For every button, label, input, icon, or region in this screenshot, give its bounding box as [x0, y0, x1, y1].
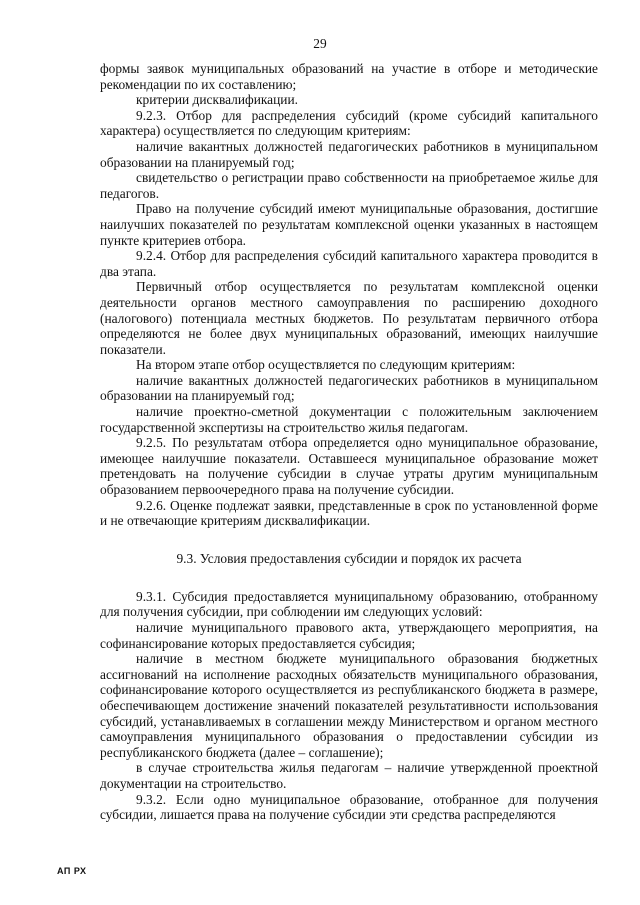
paragraph: Право на получение субсидий имеют муниципальные образования, достигшие наилучших показателей по результатам комплексной оценки указанных в настоящем пункте критериев отбора.: [100, 201, 598, 248]
paragraph: 9.2.4. Отбор для распределения субсидий капитального характера проводится в два этапа.: [100, 248, 598, 279]
paragraph: Первичный отбор осуществляется по результатам комплексной оценки деятельности органов местного самоуправления по расширению доходного (налогового) потенциала местных бюджетов. По результатам первичного отбора определяются не более двух муниципальных образований, имеющих наилучшие показатели.: [100, 279, 598, 357]
paragraph: наличие муниципального правового акта, утверждающего мероприятия, на софинансирование которых предоставляется субсидия;: [100, 620, 598, 651]
paragraph: 9.2.5. По результатам отбора определяется одно муниципальное образование, имеющее наилучшие показатели. Оставшееся муниципальное образование может претендовать на получение субсидии в случае утраты другим муниципальным образованием первоочередного права на получение субсидии.: [100, 435, 598, 498]
paragraph: наличие вакантных должностей педагогических работников в муниципальном образовании на планируемый год;: [100, 372, 598, 404]
paragraph: в случае строительства жилья педагогам – наличие утвержденной проектной документации на строительство.: [100, 760, 598, 791]
paragraph: свидетельство о регистрации право собственности на приобретаемое жилье для педагогов.: [100, 170, 598, 201]
paragraph: наличие проектно-сметной документации с положительным заключением государственной экспертизы на строительство жилья педагогам.: [100, 404, 598, 435]
paragraph: 9.3.2. Если одно муниципальное образование, отобранное для получения субсидии, лишается права на получение субсидии эти средства распределяются: [100, 791, 598, 823]
paragraph: 9.2.3. Отбор для распределения субсидий (кроме субсидий капитального характера) осуществляется по следующим критериям:: [100, 107, 598, 139]
document-body: [100, 61, 598, 823]
section-heading: 9.3. Условия предоставления субсидии и порядок их расчета: [176, 550, 522, 566]
paragraph: критерии дисквалификации.: [136, 92, 298, 108]
paragraph: наличие вакантных должностей педагогических работников в муниципальном образовании на планируемый год;: [100, 138, 598, 170]
paragraph: 9.3.1. Субсидия предоставляется муниципальному образованию, отобранному для получения субсидии, при соблюдении им следующих условий:: [100, 588, 598, 620]
paragraph: 9.2.6. Оценке подлежат заявки, представленные в срок по установленной форме и не отвечающие критериям дисквалификации.: [100, 497, 598, 529]
footer-code: АП РХ: [57, 866, 87, 876]
paragraph: На втором этапе отбор осуществляется по следующим критериям:: [136, 357, 516, 373]
paragraph: формы заявок муниципальных образований на участие в отборе и методические рекомендации по их составлению;: [100, 61, 598, 92]
page-number: 29: [313, 36, 327, 51]
paragraph: наличие в местном бюджете муниципального образования бюджетных ассигнований на исполнение расходных обязательств муниципального образования, софинансирование которого осуществляется из республиканского бюджета в размере, обеспечивающем достижение значений показателей результативности использования субсидий, устанавливаемых в соглашении между Министерством и органом местного самоуправления муниципального образования о предоставлении субсидии из республиканского бюджета (далее – соглашение);: [100, 651, 598, 760]
